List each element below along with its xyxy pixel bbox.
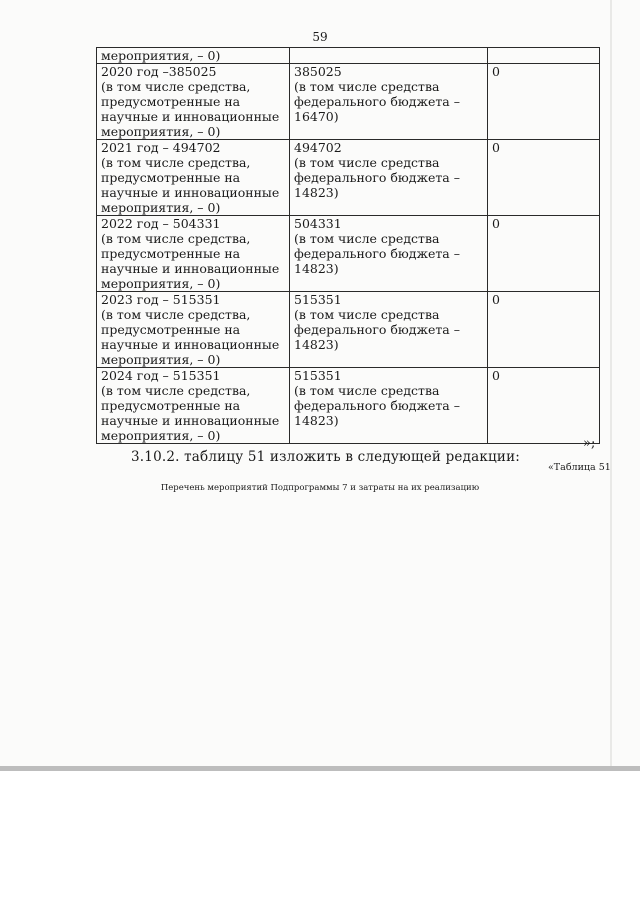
page-fold-line: [610, 0, 612, 766]
table-label: «Таблица 51: [548, 462, 611, 473]
financing-table: [96, 47, 600, 444]
closing-quote-mark: »;: [583, 436, 596, 451]
table-row-2020: [97, 64, 600, 140]
table-cell-budget: 504331 (в том числе средства федерального бюджета – 14823): [290, 216, 488, 292]
table-row-2022: [97, 216, 600, 292]
table-row-2021: [97, 140, 600, 216]
table-cell-total: 2022 год – 504331 (в том числе средства, предусмотренные на научные и инновационные мероприятия, – 0): [97, 216, 290, 292]
table-cell-other: 0: [488, 140, 600, 216]
table-cell-total: 2021 год – 494702 (в том числе средства, предусмотренные на научные и инновационные мероприятия, – 0): [97, 140, 290, 216]
table-cell: [290, 48, 488, 64]
amendment-instruction: 3.10.2. таблицу 51 изложить в следующей редакции:: [131, 449, 521, 465]
table-cell-other: 0: [488, 368, 600, 444]
table-cell-total: 2023 год – 515351 (в том числе средства, предусмотренные на научные и инновационные мероприятия, – 0): [97, 292, 290, 368]
table-cell-budget: 515351 (в том числе средства федерального бюджета – 14823): [290, 368, 488, 444]
table-cell-other: 0: [488, 216, 600, 292]
table-cell-other: 0: [488, 292, 600, 368]
page-number: 59: [312, 30, 328, 44]
table-cell-budget: 494702 (в том числе средства федерального бюджета – 14823): [290, 140, 488, 216]
table-cell-budget: 385025 (в том числе средства федерального бюджета – 16470): [290, 64, 488, 140]
table-row-2024: [97, 368, 600, 444]
table-cell: [488, 48, 600, 64]
scan-page-edge: [0, 766, 640, 771]
table-cell-total: 2024 год – 515351 (в том числе средства, предусмотренные на научные и инновационные мероприятия, – 0): [97, 368, 290, 444]
table-cell-total: 2020 год –385025 (в том числе средства, предусмотренные на научные и инновационные мероприятия, – 0): [97, 64, 290, 140]
table-row-2023: [97, 292, 600, 368]
table-cell-other: 0: [488, 64, 600, 140]
table-cell-budget: 515351 (в том числе средства федерального бюджета – 14823): [290, 292, 488, 368]
table-cell: мероприятия, – 0): [97, 48, 290, 64]
list-title: Перечень мероприятий Подпрограммы 7 и затраты на их реализацию: [160, 483, 480, 493]
table-row-continuation: [97, 48, 600, 64]
